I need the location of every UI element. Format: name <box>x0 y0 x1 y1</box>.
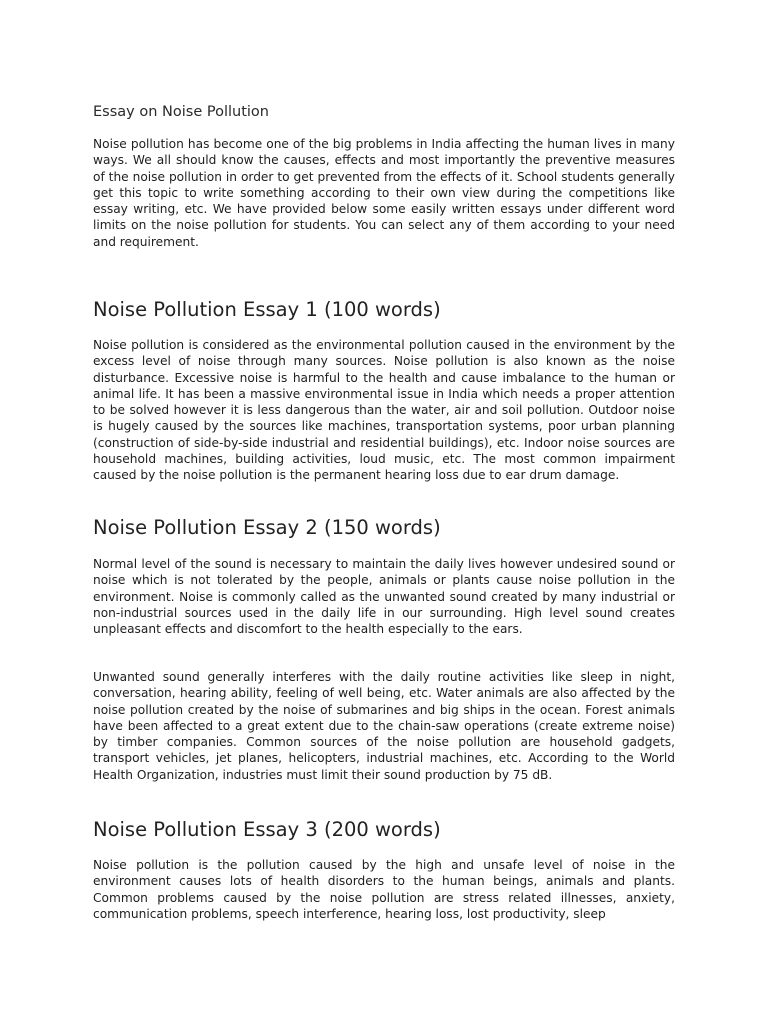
section-heading-essay-3: Noise Pollution Essay 3 (200 words) <box>93 818 441 841</box>
essay-2-paragraph-1: Normal level of the sound is necessary to maintain the daily lives however undesired sound or noise which is not tolerated by the people, animals or plants cause noise pollution in the environment. Noise is commonly called as the unwanted sound created by many industrial or non-industrial sources used in the daily life in our surrounding. High level sound creates unpleasant effects and discomfort to the health especially to the ears. <box>93 557 675 637</box>
document-title: Essay on Noise Pollution <box>93 104 269 120</box>
section-heading-essay-2: Noise Pollution Essay 2 (150 words) <box>93 516 441 539</box>
essay-1-paragraph: Noise pollution is considered as the environmental pollution caused in the environment by the excess level of noise through many sources. Noise pollution is also known as the noise disturbance. Excessive noise is harmful to the health and cause imbalance to the human or animal life. It has been a massive environmental issue in India which needs a proper attention to be solved however it is less dangerous than the water, air and soil pollution. Outdoor noise is hugely caused by the sources like machines, transportation systems, poor urban planning (construction of side-by-side industrial and residential buildings), etc. Indoor noise sources are household machines, building activities, loud music, etc. The most common impairment caused by the noise pollution is the permanent hearing loss due to ear drum damage. <box>93 338 675 483</box>
intro-paragraph: Noise pollution has become one of the big problems in India affecting the human lives in many ways. We all should know the causes, effects and most importantly the preventive measures of the noise pollution in order to get prevented from the effects of it. School students generally get this topic to write something according to their own view during the competitions like essay writing, etc. We have provided below some easily written essays under different word limits on the noise pollution for students. You can select any of them according to your need and requirement. <box>93 137 675 249</box>
essay-2-paragraph-2: Unwanted sound generally interferes with the daily routine activities like sleep in night, conversation, hearing ability, feeling of well being, etc. Water animals are also affected by the noise pollution created by the noise of submarines and big ships in the ocean. Forest animals have been affected to a great extent due to the chain-saw operations (create extreme noise) by timber companies. Common sources of the noise pollution are household gadgets, transport vehicles, jet planes, helicopters, industrial machines, etc. According to the World Health Organization, industries must limit their sound production by 75 dB. <box>93 670 675 782</box>
essay-3-paragraph: Noise pollution is the pollution caused by the high and unsafe level of noise in the environment causes lots of health disorders to the human beings, animals and plants. Common problems caused by the noise pollution are stress related illnesses, anxiety, communication problems, speech interference, hearing loss, lost productivity, sleep <box>93 858 675 921</box>
section-heading-essay-1: Noise Pollution Essay 1 (100 words) <box>93 298 441 321</box>
